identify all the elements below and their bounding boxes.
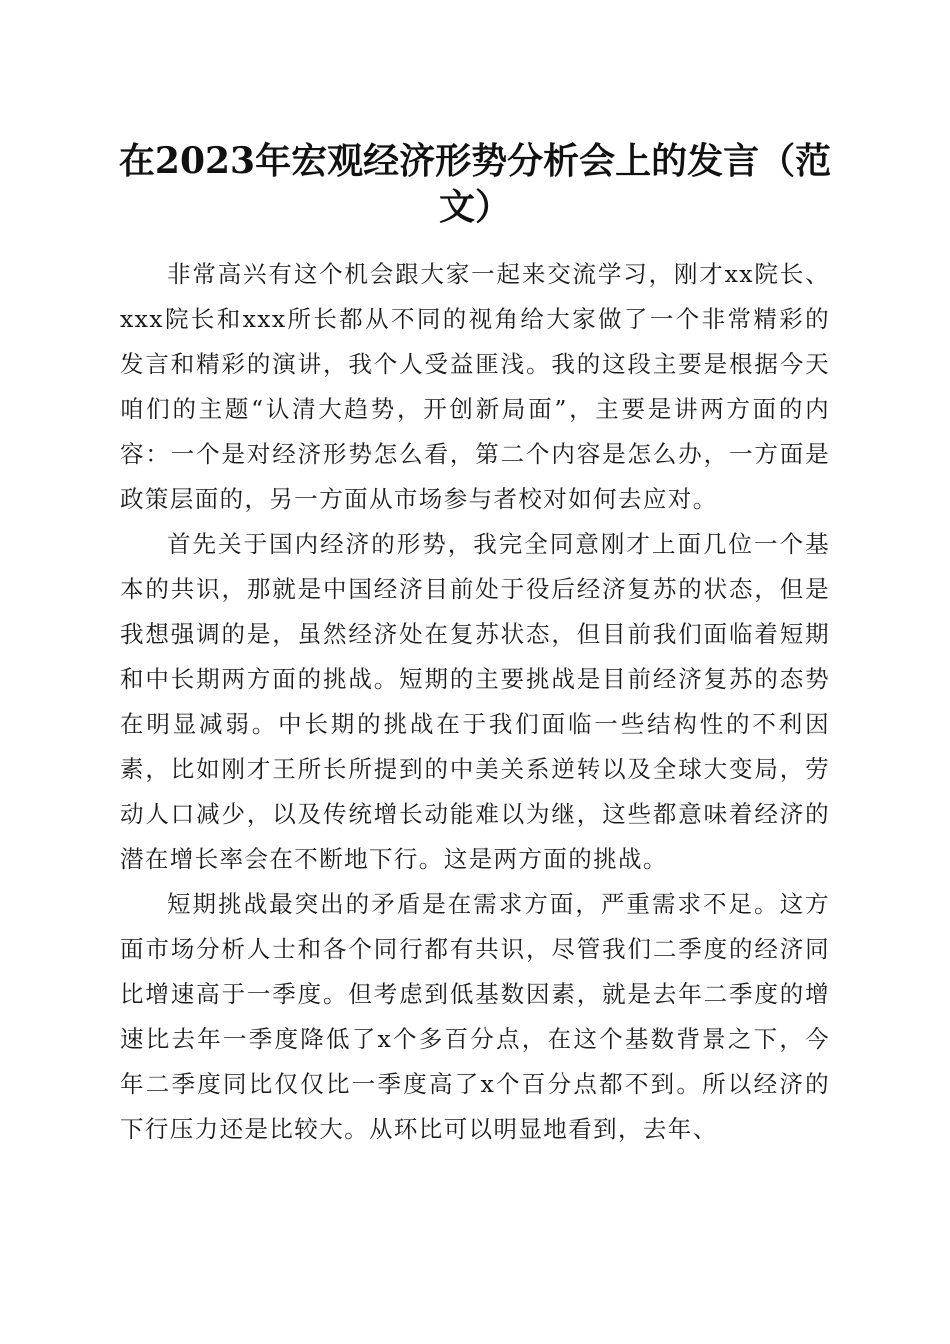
paragraph: 首先关于国内经济的形势，我完全同意刚才上面几位一个基本的共识，那就是中国经济目前处于役后经济复苏的状态，但是我想强调的是，虽然经济处在复苏状态，但目前我们面临着短期和中长期两方面的挑战。短期的主要挑战是目前经济复苏的态势在明显减弱。中长期的挑战在于我们面临一些结构性的不利因素，比如刚才王所长所提到的中美关系逆转以及全球大变局，劳动人口减少，以及传统增长动能难以为继，这些都意味着经济的潜在增长率会在不断地下行。这是两方面的挑战。 bbox=[120, 530, 830, 873]
paragraph: 非常高兴有这个机会跟大家一起来交流学习，刚才xx院长、xxx院长和xxx所长都从不同的视角给大家做了一个非常精彩的发言和精彩的演讲，我个人受益匪浅。我的这段主要是根据今天咱们的主题“认清大趋势，开创新局面”，主要是讲两方面的内容：一个是对经济形势怎么看，第二个内容是怎么办，一方面是政策层面的，另一方面从市场参与者校对如何去应对。 bbox=[120, 260, 830, 513]
paragraph: 短期挑战最突出的矛盾是在需求方面，严重需求不足。这方面市场分析人士和各个同行都有共识，尽管我们二季度的经济同比增速高于一季度。但考虑到低基数因素，就是去年二季度的增速比去年一季度降低了x个多百分点，在这个基数背景之下，今年二季度同比仅仅比一季度高了x个百分点都不到。所以经济的下行压力还是比较大。从环比可以明显地看到，去年、 bbox=[120, 890, 830, 1143]
document-body bbox=[120, 252, 830, 1152]
document-title: 在2023年宏观经济形势分析会上的发言（范文） bbox=[118, 140, 832, 228]
